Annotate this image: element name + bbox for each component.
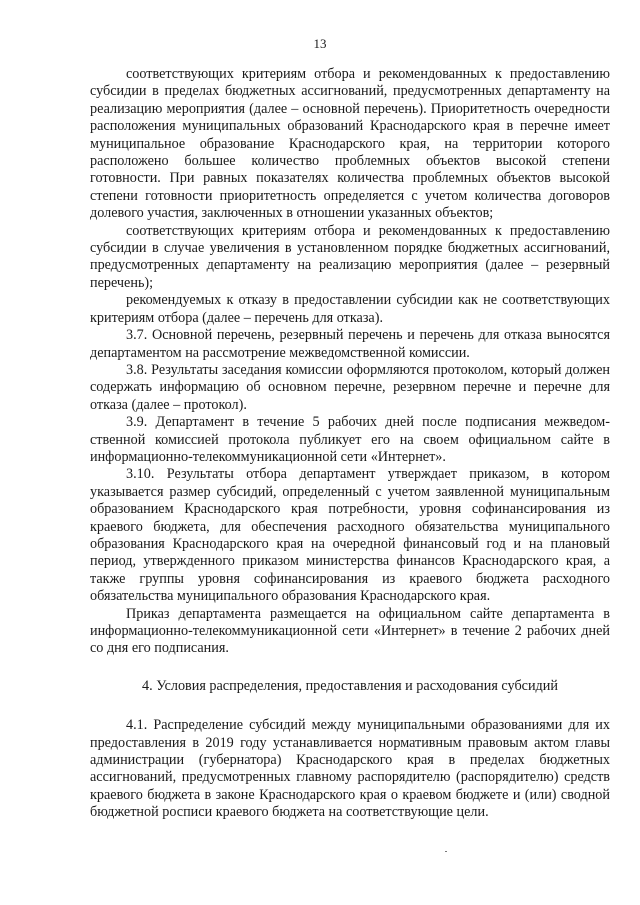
paragraph-refusal-list: рекомендуемых к отказу в предоставлении субсидии как не соответствующих критериям отбора (далее – перечень для отказа). — [90, 292, 610, 326]
paragraph-main-list: соответствующих критериям отбора и рекомендованных к предоставлению субсидии в пределах бюджетных ассигнований, предусмотренных департаменту на реализацию мероприятия (далее – основной перечень). Приоритетность очередности расположения муниципальных образований Краснодарского края в перечне имеет муниципальное образование Краснодарского края, на территории которого расположено большее количество проблемных объектов высокой степени готовности. При равных показателях количества проблемных объектов высокой степени готовности приоритетность определяется с учетом количества договоров долевого участия, заключенных в отношении указанных объектов; — [90, 66, 610, 222]
paragraph-4-1: 4.1. Распределение субсидий между муниципальными образованиями для их предоставления в 2019 году устанавливается нормативным правовым актом главы администрации (губернатора) Краснодарского края в пределах бюджетных ассигнований, предусмотренных главному распорядителю (распорядителю) средств краевого бюджета в законе Краснодарского края о краевом бюджете и (или) сводной бюджетной росписи краевого бюджета на соответствующие цели. — [90, 717, 610, 821]
section-heading: 4. Условия распределения, предоставления и расходования субсидий — [142, 677, 558, 694]
paragraph-3-10: 3.10. Результаты отбора департамент утверждает приказом, в котором указывается размер субсидий, определенный с учетом заявленной муниципальным образованием Краснодарского края потребности, уровня софинансирования из краевого бюджета, для обеспечения расходного обязательства муниципального образования Краснодарского края на очередной финансовый год и на плановый период, утвержденного приказом министерства финансов Краснодарского края, а также группы уровня софинансирования из краевого бюджета расходного обязательства муниципального образования Краснодарского края. — [90, 466, 610, 605]
paragraph-reserve-list: соответствующих критериям отбора и рекомендованных к предоставлению субсидии в случае увеличения в установленном порядке бюджетных ассигнований, предусмотренных департаменту на реализацию мероприятия (далее – резервный перечень); — [90, 222, 610, 291]
paragraph-3-7: 3.7. Основной перечень, резервный перечень и перечень для отказа выносятся департаментом на рассмотрение межведомственной комиссии. — [90, 327, 610, 361]
document-body — [90, 66, 610, 822]
paragraph-order-publication: Приказ департамента размещается на официальном сайте департамента в информационно-телекоммуникационной сети «Интернет» в течение 2 рабочих дней со дня его подписания. — [90, 605, 610, 657]
page-number: 13 — [313, 36, 327, 51]
scan-speck — [445, 851, 447, 852]
paragraph-3-8: 3.8. Результаты заседания комиссии оформляются протоколом, который должен содержать информацию об основном перечне, резервном перечне и перечне для отказа (далее – протокол). — [90, 361, 610, 413]
paragraph-3-9: 3.9. Департамент в течение 5 рабочих дней после подписания межведомственной комиссией протокола публикует его на своем официальном сайте в информационно-телекоммуникационной сети «Интернет». — [90, 414, 610, 465]
